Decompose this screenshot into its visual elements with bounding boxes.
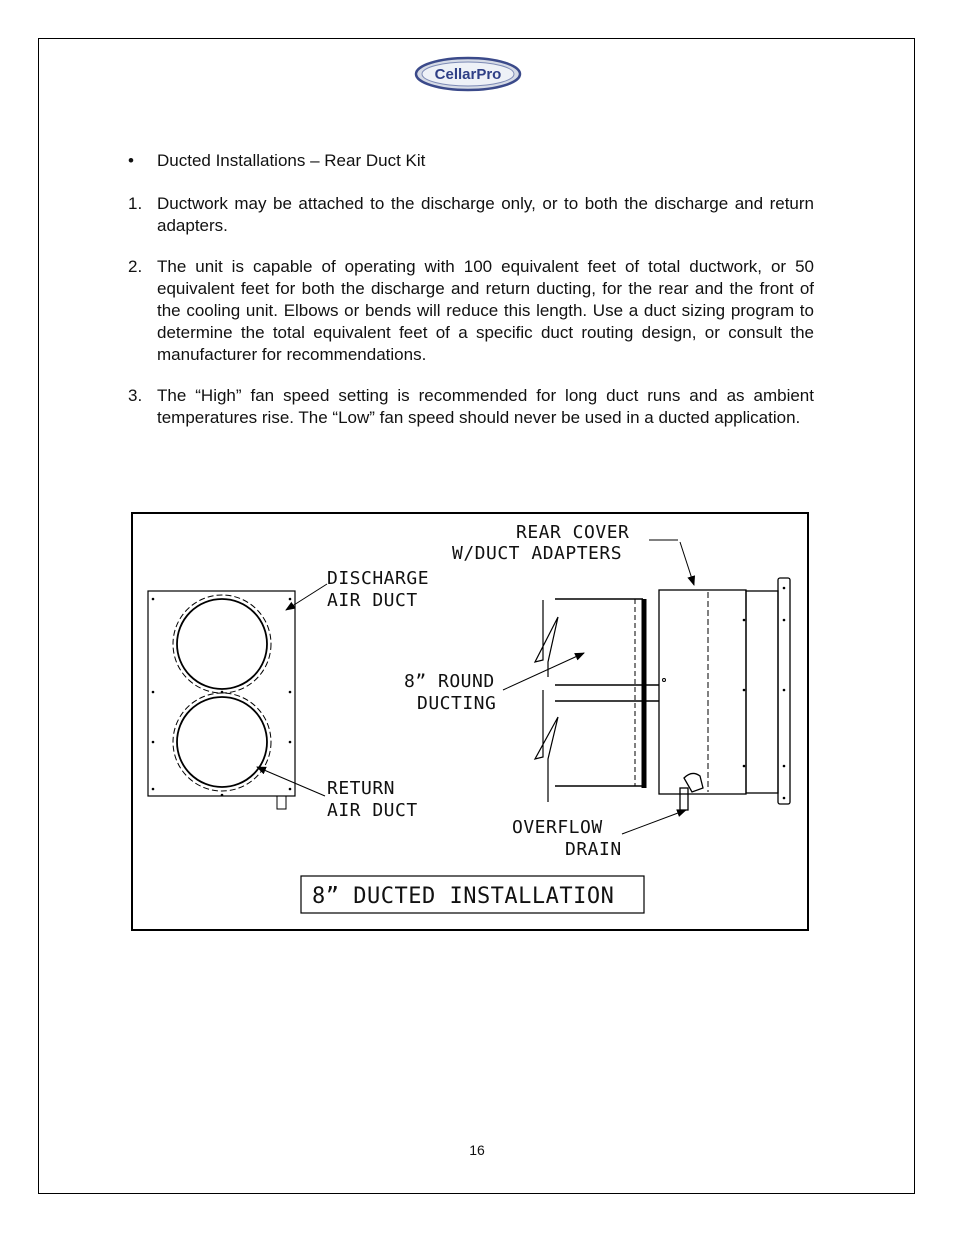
label-ducting: DUCTING xyxy=(417,693,497,714)
logo-text: CellarPro xyxy=(434,66,502,83)
label-return: RETURN xyxy=(327,778,396,799)
section-heading xyxy=(128,151,425,171)
instruction-step xyxy=(128,256,814,366)
step-number: 3. xyxy=(128,386,143,405)
step-text: The “High” fan speed setting is recommended for long duct runs and as ambient temperatures rise. The “Low” fan speed should never be used in a ducted application. xyxy=(157,386,814,427)
instruction-step xyxy=(128,193,814,237)
label-air-duct-return: AIR DUCT xyxy=(327,800,418,821)
label-discharge: DISCHARGE xyxy=(327,568,430,589)
bullet-marker: • xyxy=(128,151,134,170)
section-heading-text: Ducted Installations – Rear Duct Kit xyxy=(157,151,426,170)
label-rear-cover: REAR COVER xyxy=(516,522,630,543)
ducted-installation-diagram xyxy=(131,512,809,931)
label-air-duct-discharge: AIR DUCT xyxy=(327,590,418,611)
label-overflow: OVERFLOW xyxy=(512,817,603,838)
instruction-step xyxy=(128,385,814,429)
step-number: 2. xyxy=(128,257,143,276)
label-duct-adapters: W/DUCT ADAPTERS xyxy=(452,543,623,564)
label-drain: DRAIN xyxy=(565,839,622,860)
cellarpro-logo xyxy=(414,56,522,92)
label-round: 8” ROUND xyxy=(404,671,495,692)
diagram-title: 8” DUCTED INSTALLATION xyxy=(312,884,615,909)
step-text: The unit is capable of operating with 100 equivalent feet of total ductwork, or 50 equivalent feet for both the discharge and return ducting, for the rear and the front of the cooling unit. Elbows or bends will reduce this length. Use a duct sizing program to determine the total equivalent feet of a specific duct routing design, or consult the manufacturer for recommendations. xyxy=(157,257,814,364)
step-number: 1. xyxy=(128,194,143,213)
step-text: Ductwork may be attached to the discharge only, or to both the discharge and return adapters. xyxy=(157,194,814,235)
diagram-border xyxy=(132,513,808,930)
page-number: 16 xyxy=(469,1142,485,1158)
